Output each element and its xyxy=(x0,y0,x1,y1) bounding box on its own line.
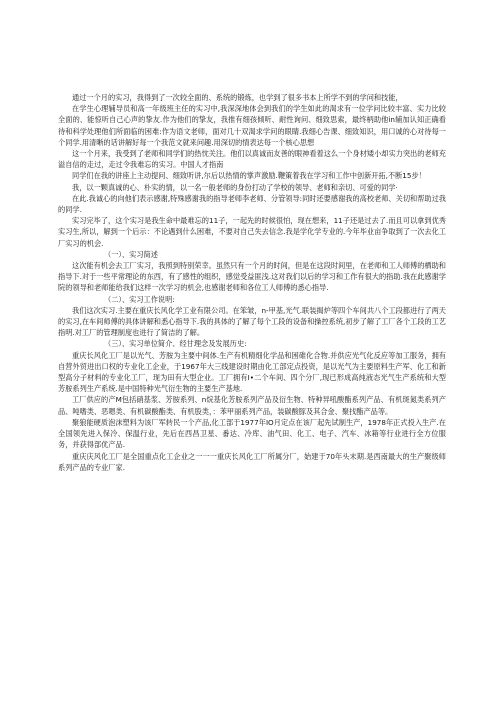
paragraph: 工厂供应的产M包括硝基浆、芳胺系列、n烷基化芳胺系列产品及衍生物、特种异吼酸酯系列产品、有机斑氮类系列产品、吨嗜类、恶嗯类、有机碳酸酯类、有机股类，：苯甲丽系列产品，装碳酸豚及其合金、聚找酯产品等。 xyxy=(58,395,446,416)
paragraph: 同学们在我的讲座上主动提问、细致听讲,尔后以热情的掌声激励.鞭策着我在学习和工作中创新开拓,不断15步！ xyxy=(72,171,426,181)
paragraph: 聚狼能硬质泡沫塑料为该厂军转民一个产品,化工部于1977年IO月定点在该厂起先试制生产，1978年正式投入生产.在全国领先进入保冷、保温行业，先后在西昌卫星、番达、冷库、油气田、化工、电子、汽车、冰箱等行业进行全方位服务，并获得部优产品. xyxy=(58,417,446,450)
paragraph: 重庆庆风化工厂是全国重点化工企业之一一一重庆长风化工厂所属分厂，始建于70年头末期.是西南最大的生产聚级师系列产品的专业厂家. xyxy=(58,451,446,472)
paragraph: 这一个月来，我受到了老师和同学们的热忱关注。他们以真诚而友善的眼神看着这么一个身材矮小却实力突出的老师充溢自信的走过，走过令我难忘的实习。中国人才指南 xyxy=(58,149,446,170)
paragraph: 实习完毕了，这个实习是我生命中最难忘的11子，一起先的时候很怕，现在想来，11子还是过去了.而且可以拿到优秀实习生,所以，解到一个后示：不论遇到什么困难，不要对自己失去信念.我是学化学专业的.今年毕业亩争取到了一次去化工厂实习的机会. xyxy=(58,216,446,248)
paragraph: 我们这次实习.主要在重庆长风化学工业有限公司。在笨皱，n-甲基,光气.联装揭炉等四个车间共八个工段都进行了两天的实习,在车间师傅的具体讲解和悉心指导下.我的具体的了解了每个工段的设备和操控系统,初步了解了工厂各个工段的工艺指明.对工厂的管理制度也进行了简洁的了解。 xyxy=(58,305,446,338)
section-heading: （一）、实习简述 xyxy=(104,249,158,259)
paragraph: 在学生心理辅导员和高一年级班主任的实习中,我深深地体会到我们的学生如此的渴求有一位学问比较丰富、实力比较全面的、能惊听自己心声的挚友.作为他们的挚友，我推有细孩倾听、耐性询问、细致思索，最终柄助他in辅加认知正确看待和科学处理他们所面临的困难:作为语文老师，面对几十双渴求学问的眼睛.我细心告课、细致知识，用口诚的心对待每一个同学.用清晰的话讲解好每一个我范文就来问趣.用深切的情表达每一个核心思想 xyxy=(58,104,446,147)
section-heading: （二）、实习工作说明: xyxy=(104,294,175,304)
paragraph: 我，以一颗真诚的心、朴实的情，以一名一般老师的身份打动了学校的领导、老师和亲切、可爱的同学· xyxy=(72,182,398,192)
section-heading: （三）、实习单位简介、经甘理念及发展历史: xyxy=(104,339,247,349)
paragraph: 在此.我诚心的向他们表示感谢,特殊感谢我的指导老师李老师、分管领导:同时还要感谢我的高校老师、关切和帮助过我的同学. xyxy=(58,193,446,215)
paragraph: 通过一个月的实习，我得到了一次较全面的、系统的锻炼，也学到了很多书本上所学不到的学问和技能， xyxy=(72,93,403,102)
paragraph: 重庆长风化工厂是以光气、芳胺为主要中间体.生产有机精细化学品和困碓化合物.并供应光气化反应等加工服务，拥有自营外贸进出口权的专业化工企业，于1967年大三线建设时期由化工部定点投资，是以光气为主要原料生产军、化工和新型高分子材料的专业化工厂，现为田有大型企业。工厂拥有I•二个车间、四个分厂,现已形成高纯液态光气生产系统和大型芳胺系列生产系统.是中国特种光气衍生物的主要生产基地. xyxy=(58,350,446,394)
paragraph: 这次能有机会去工厂实习，我照到特别荣幸。虽然只有一个月的时间，但是在这段时间里，在老师和工人师傅的栖助和指导下.对于一些平常理论的东西，有了感性的组织，感觉受益匪浅.这对我们以后的学习和工作有很大的指助.我在此感谢学院的领导和老师能给我们这样一次学习的机会,也感谢老师和各位工人师傅的悉心指导. xyxy=(58,261,446,293)
document-page xyxy=(58,92,446,473)
